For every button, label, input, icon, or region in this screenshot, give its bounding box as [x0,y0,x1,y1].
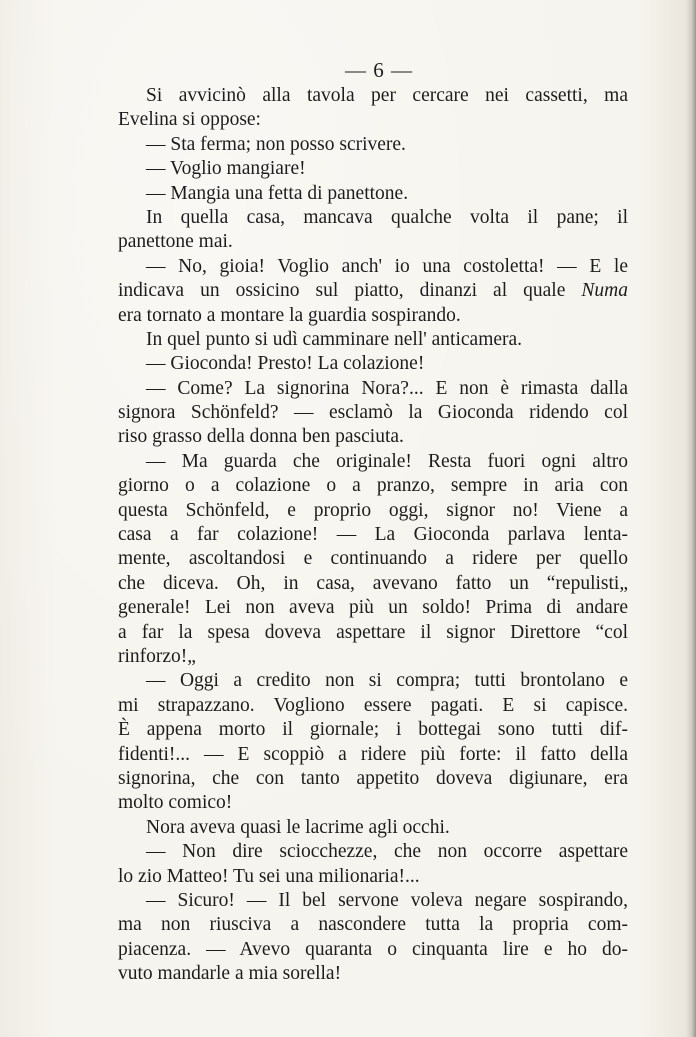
text-line [118,450,628,474]
text-line-content: signora Schönfeld? — esclamò la Gioconda ridendo col [118,402,628,424]
text-line [118,304,628,328]
text-line [118,182,628,206]
text-line [118,669,628,693]
text-line [118,938,628,962]
text-line [118,743,628,767]
text-line-content: — Ma guarda che originale! Resta fuori ogni altro [146,450,628,472]
text-line [118,962,628,986]
text-line-content: molto comico! [118,792,233,814]
text-line-content: riso grasso della donna ben pasciuta. [118,426,404,448]
text-line-content: — Oggi a credito non si compra; tutti brontolano e [146,670,628,692]
text-line-content: rinforzo!„ [118,645,196,667]
text-line-content: — Non dire sciocchezze, che non occorre aspettare [146,841,628,863]
text-line-content: a far la spesa doveva aspettare il signor Direttore “col [118,621,628,643]
text-line-content: In quel punto si udì camminare nell' anticamera. [146,328,523,350]
text-line-content: — Come? La signorina Nora?... E non è rimasta dalla [146,377,628,399]
text-line [118,377,628,401]
text-line-content: lo zio Matteo! Tu sei una milionaria!... [118,865,420,887]
text-line [118,889,628,913]
text-line [118,913,628,937]
text-line-content: — Mangia una fetta di panettone. [146,182,409,204]
text-line [118,718,628,742]
text-line-content: In quella casa, mancava qualche volta il pane; il [146,206,628,228]
text-line-content: generale! Lei non aveva più un soldo! Prima di andare [118,597,628,619]
text-line [118,840,628,864]
text-line-content: mi strapazzano. Vogliono essere pagati. E si capisce. [118,694,628,716]
text-line [118,523,628,547]
text-line [118,816,628,840]
text-line [118,84,628,108]
text-line-content: — Sta ferma; non posso scrivere. [146,133,406,155]
text-line [118,547,628,571]
text-line [118,425,628,449]
text-line [118,865,628,889]
page-edge-shadow [686,0,696,1037]
text-line [118,767,628,791]
text-line-content: signorina, che con tanto appetito doveva digiunare, era [118,767,628,789]
text-line-content: Nora aveva quasi le lacrime agli occhi. [146,816,450,838]
text-line [118,255,628,279]
text-line [118,572,628,596]
text-line-content: indicava un ossicino sul piatto, dinanzi al quale [118,280,566,302]
text-line [118,279,628,303]
text-line [118,645,628,669]
text-line-content: casa a far colazione! — La Gioconda parlava lenta- [118,524,628,546]
text-line [118,791,628,815]
text-line-content: mente, ascoltandosi e continuando a ridere per quello [118,548,628,570]
text-line [118,328,628,352]
text-line-content: questa Schönfeld, e proprio oggi, signor no! Viene a [118,499,628,521]
text-line-content: ma non riusciva a nascondere tutta la propria com- [118,914,628,936]
text-line-content: che diceva. Oh, in casa, avevano fatto un “repulisti„ [118,572,628,594]
text-line [118,352,628,376]
text-line [118,474,628,498]
text-line-content: panettone mai. [118,231,233,253]
text-line-content: Si avvicinò alla tavola per cercare nei cassetti, ma [146,85,628,106]
text-line-content: Evelina si oppose: [118,109,261,131]
text-line-content: — Sicuro! — Il bel servone voleva negare sospirando, [146,889,628,911]
body-text [118,84,628,986]
text-line [118,499,628,523]
text-line [118,157,628,181]
text-line [118,206,628,230]
text-line-content: fidenti!... — E scoppiò a ridere più forte: il fatto della [118,743,628,765]
text-line-content: vuto mandarle a mia sorella! [118,963,342,985]
text-line [118,230,628,254]
text-line-content: — Gioconda! Presto! La colazione! [146,353,425,375]
page-number: — 6 — [345,58,413,82]
text-line [118,133,628,157]
text-line-content: — No, gioia! Voglio anch' io una costoletta! — E le [146,255,628,277]
text-line-content: era tornato a montare la guardia sospirando. [118,304,461,326]
text-line-content: È appena morto il giornale; i bottegai sono tutti dif- [118,719,628,741]
text-line-content: — Voglio mangiare! [146,158,306,180]
italic-name: Numa [581,280,628,302]
text-line [118,694,628,718]
text-line [118,596,628,620]
text-line [118,621,628,645]
text-line-content: giorno o a colazione o a pranzo, sempre in aria con [118,475,628,497]
text-line [118,401,628,425]
text-line-content: piacenza. — Avevo quaranta o cinquanta lire e ho do- [118,938,628,960]
text-line [118,108,628,132]
